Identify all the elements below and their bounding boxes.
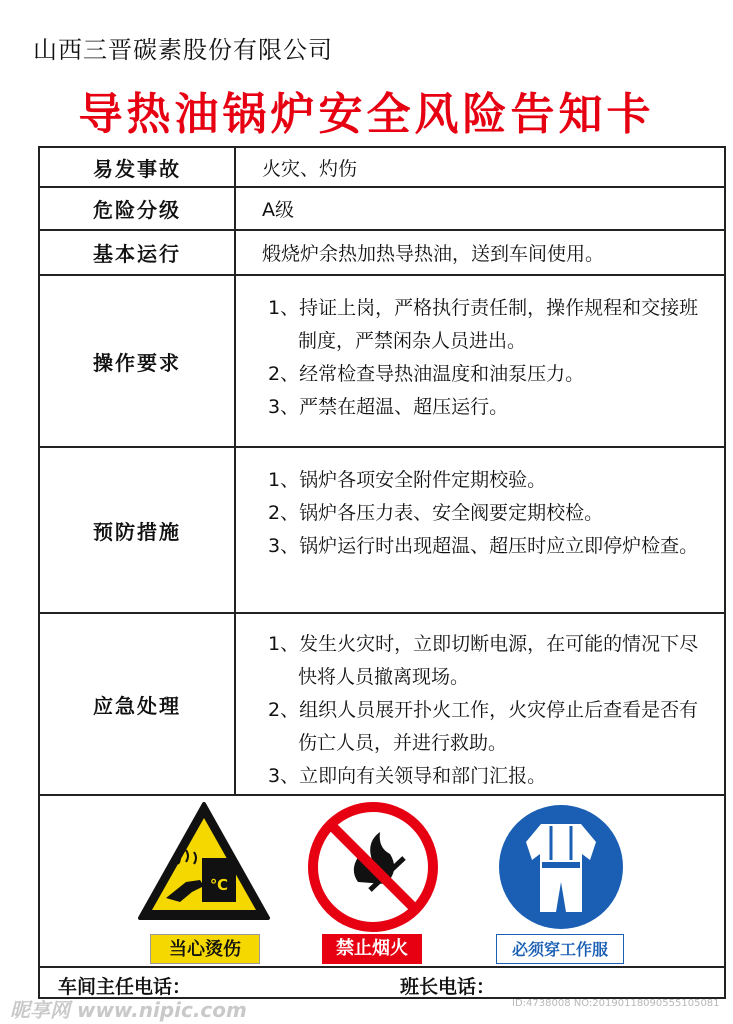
director-phone-label: 车间主任电话：: [58, 976, 192, 998]
no-fire-icon: [308, 802, 438, 932]
value-operation: 煅烧炉余热加热导热油，送到车间使用。: [262, 243, 605, 265]
list-item: 3、锅炉运行时出现超温、超压时应立即停炉检查。: [268, 535, 699, 557]
row-level: [40, 188, 724, 231]
requirements-list: [268, 292, 714, 424]
list-item: 1、发生火灾时，立即切断电源，在可能的情况下尽快将人员撤离现场。: [268, 633, 699, 688]
list-item: 2、组织人员展开扑火工作，火灾停止后查看是否有伤亡人员，并进行救助。: [268, 699, 699, 754]
row-operation: [40, 231, 724, 276]
no-fire-label: 禁止烟火: [322, 934, 422, 964]
list-item: 3、严禁在超温、超压运行。: [268, 396, 509, 418]
label-emergency: 应急处理: [40, 614, 236, 794]
label-level: 危险分级: [40, 188, 236, 229]
emergency-list: [268, 628, 714, 793]
row-accident: [40, 148, 724, 188]
row-emergency: [40, 614, 724, 796]
work-clothes-label: 必须穿工作服: [496, 934, 624, 964]
risk-card: [38, 146, 726, 999]
label-operation: 基本运行: [40, 231, 236, 274]
list-item: 3、立即向有关领导和部门汇报。: [268, 765, 547, 787]
safety-signs: [40, 796, 724, 968]
value-level: A级: [262, 199, 294, 221]
list-item: 2、锅炉各压力表、安全阀要定期校检。: [268, 502, 604, 524]
company-name: 山西三晋碳素股份有限公司: [33, 36, 333, 64]
label-requirements: 操作要求: [40, 276, 236, 446]
work-clothes-icon: [496, 802, 626, 932]
watermark-brand: 昵享网 www.nipic.com: [10, 998, 247, 1022]
hot-surface-warning-icon: [136, 800, 272, 924]
label-prevention: 预防措施: [40, 448, 236, 612]
burn-warning-label: 当心烫伤: [150, 934, 260, 964]
value-accident: 火灾、灼伤: [262, 157, 358, 180]
burn-temp-symbol: ℃: [209, 876, 229, 894]
list-item: 2、经常检查导热油温度和油泵压力。: [268, 363, 585, 385]
prevention-list: [268, 464, 714, 563]
watermark-id: ID:4738008 NO:20190118090555105081: [512, 998, 720, 1009]
list-item: 1、持证上岗，严格执行责任制，操作规程和交接班制度，严禁闲杂人员进出。: [268, 297, 699, 352]
label-accident: 易发事故: [40, 148, 236, 186]
row-prevention: [40, 448, 724, 614]
page-title: 导热油锅炉安全风险告知卡: [78, 89, 655, 140]
leader-phone-label: 班长电话：: [400, 976, 496, 998]
list-item: 1、锅炉各项安全附件定期校验。: [268, 469, 547, 491]
row-requirements: [40, 276, 724, 448]
